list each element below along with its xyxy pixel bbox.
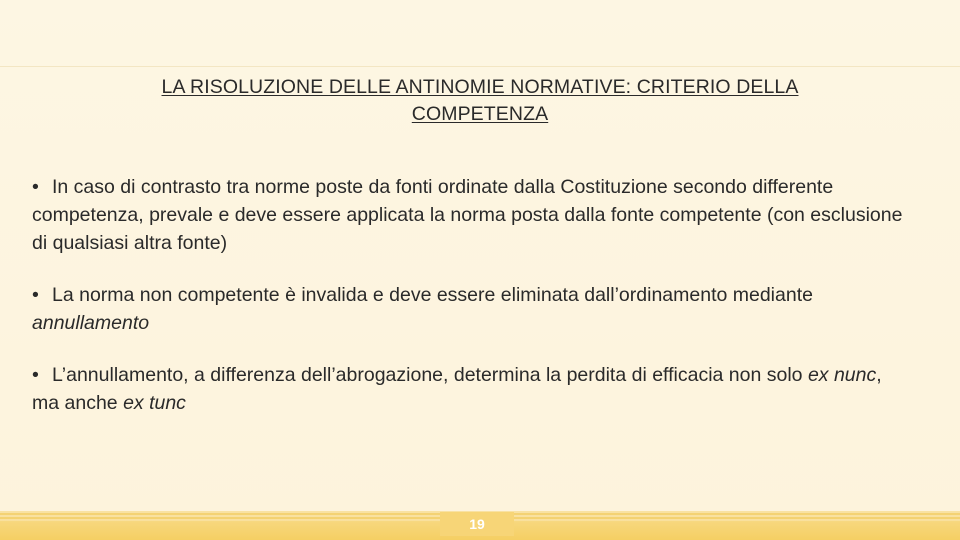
bullet-2-italic: annullamento: [32, 312, 150, 334]
bullet-item-2: [32, 281, 912, 337]
slide-title: [60, 74, 900, 128]
bullet-1-text: In caso di contrasto tra norme poste da fonti ordinate dalla Costituzione secondo differente competenza, prevale e deve essere applicata la norma posta dalla fonte competente (con esclusione di qualsiasi altra fonte): [32, 176, 903, 254]
bullet-3-text-start: L’annullamento, a differenza dell’abrogazione, determina la perdita di efficacia non solo: [52, 364, 808, 386]
title-line-2: COMPETENZA: [411, 103, 549, 125]
page-number: 19: [440, 512, 514, 536]
bullet-icon: •: [32, 364, 39, 386]
title-line-1: LA RISOLUZIONE DELLE ANTINOMIE NORMATIVE: CRITERIO DELLA: [161, 76, 799, 98]
bullet-icon: •: [32, 176, 39, 198]
bullet-item-3: [32, 361, 912, 417]
bullet-3-text-middle: , ma anche: [32, 364, 882, 414]
bullet-2-text: La norma non competente è invalida e deve essere eliminata dall’ordinamento mediante: [52, 284, 813, 306]
bullet-item-1: [32, 173, 912, 257]
bullet-3-italic-ex-tunc: ex tunc: [123, 392, 186, 414]
bullet-list: [32, 173, 912, 441]
top-divider: [0, 66, 960, 67]
bullet-3-italic-ex-nunc: ex nunc: [807, 364, 877, 386]
bullet-icon: •: [32, 284, 39, 306]
